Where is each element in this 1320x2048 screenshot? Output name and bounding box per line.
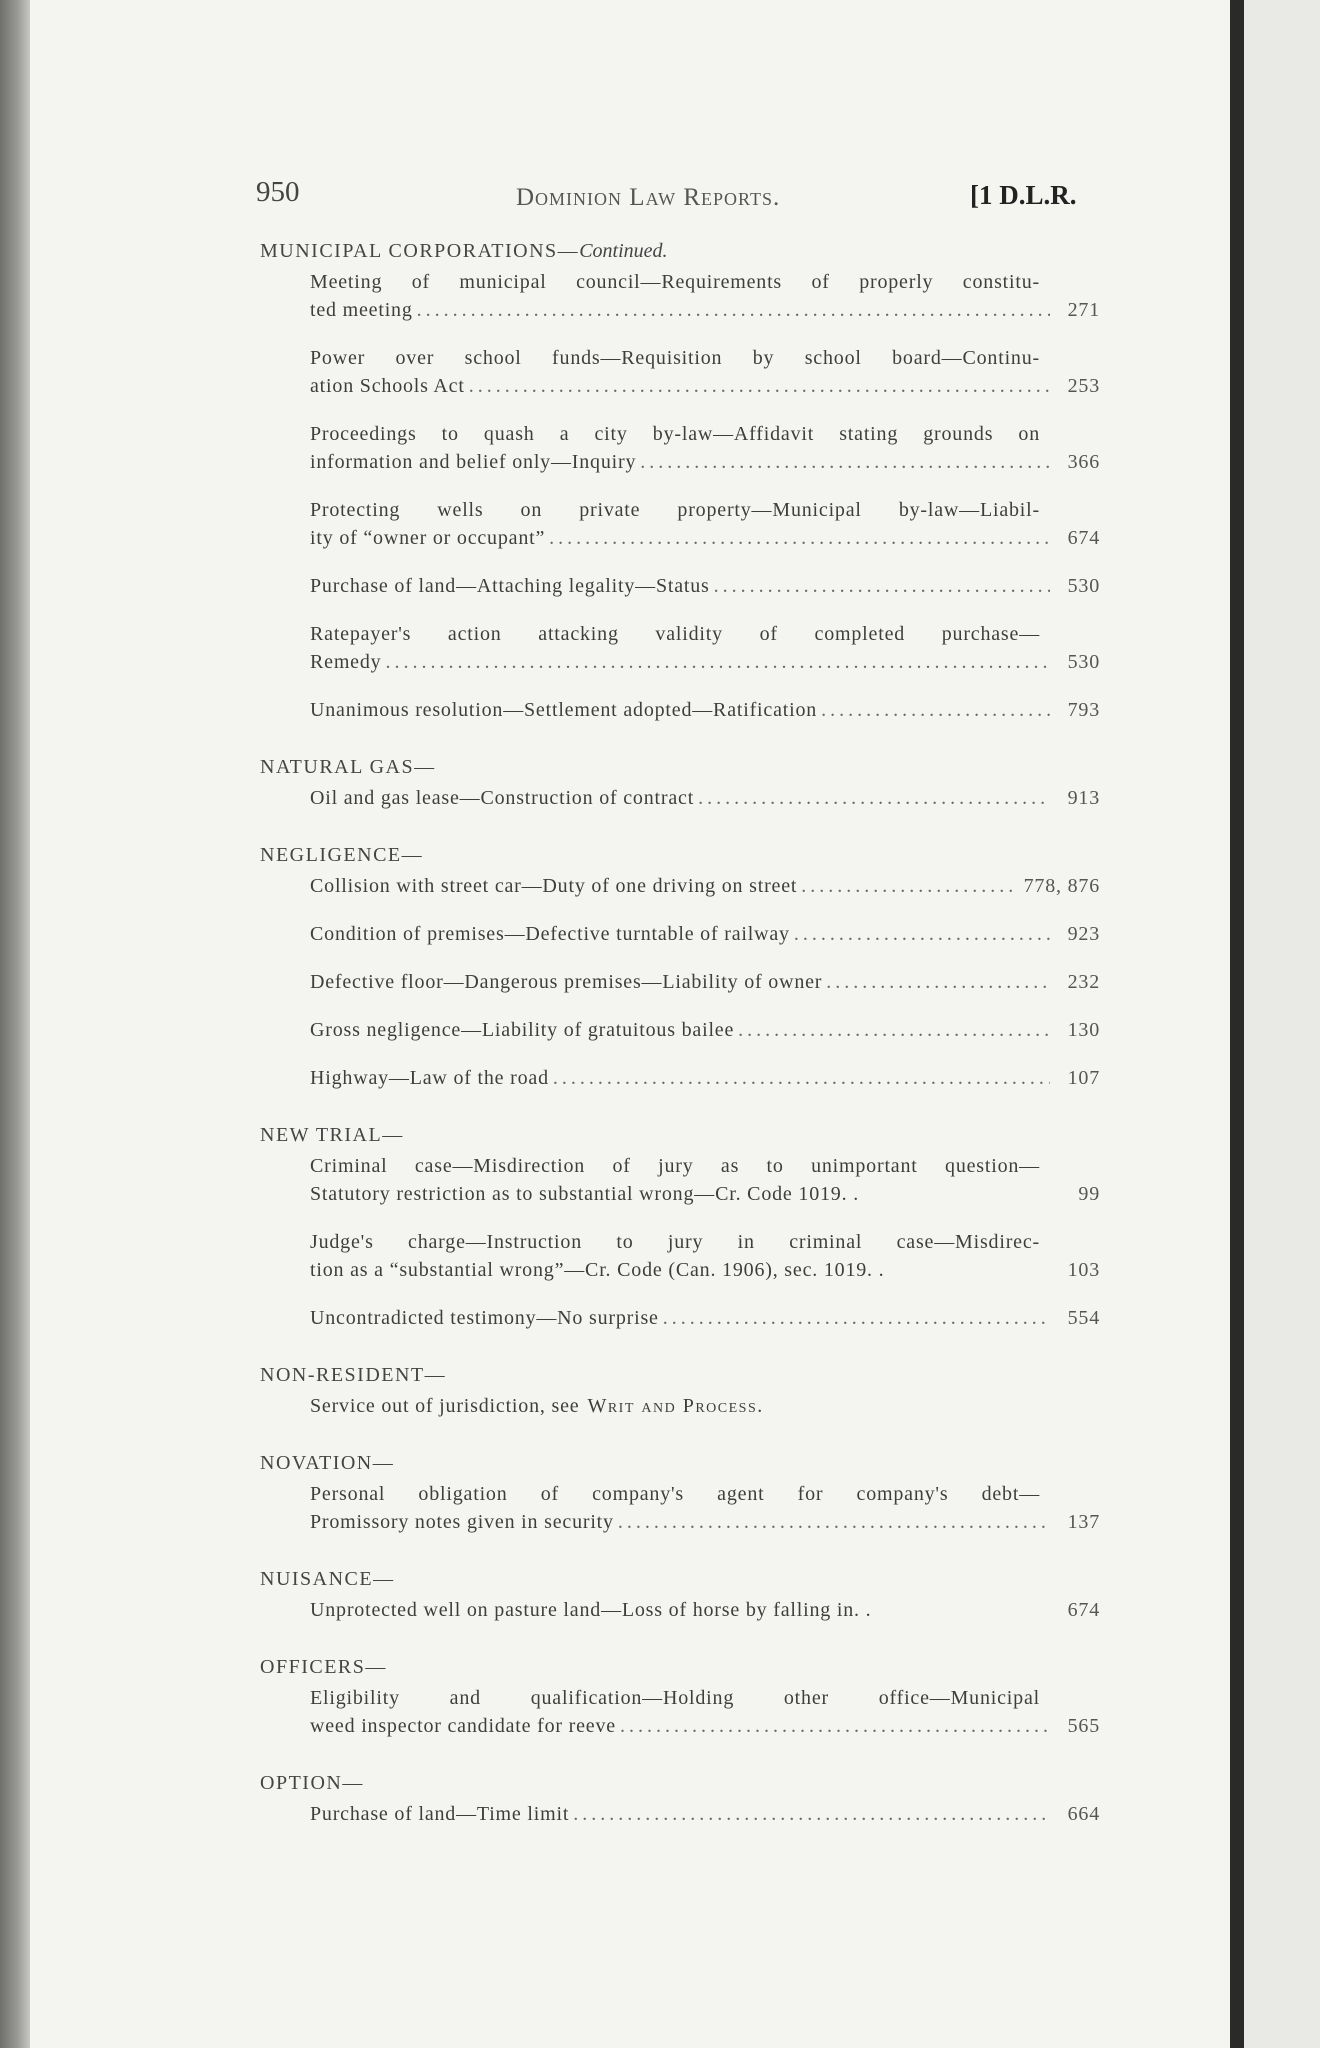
page-reference: 107 — [1067, 1067, 1100, 1089]
index-entry — [310, 420, 1100, 476]
book-gutter — [1230, 0, 1244, 2048]
index-entry — [310, 620, 1100, 676]
page-reference: 674 — [1067, 1599, 1100, 1621]
entry-text: Unprotected well on pasture land—Loss of horse by falling in. . — [310, 1599, 872, 1621]
dot-leader — [826, 968, 1050, 996]
entry-text: ity of “owner or occupant” — [310, 527, 546, 549]
entry-text-line: Eligibility and qualification—Holding other office—Municipal — [310, 1687, 1040, 1709]
dot-leader — [469, 372, 1050, 400]
entry-last-line — [310, 1064, 1100, 1092]
entry-last-line — [310, 1304, 1100, 1332]
dot-leader — [821, 696, 1050, 724]
page-reference: 554 — [1067, 1307, 1100, 1329]
entry-text-line: Protecting wells on private property—Municipal by-law—Liabil- — [310, 499, 1040, 521]
entry-last-line — [310, 1180, 1100, 1208]
entry-last-line — [310, 872, 1100, 900]
entry-last-line — [310, 1800, 1100, 1828]
page-reference: 923 — [1067, 923, 1100, 945]
index-heading — [260, 1770, 1100, 1796]
dot-leader — [385, 648, 1050, 676]
dot-leader — [714, 572, 1050, 600]
entry-text: Oil and gas lease—Construction of contract — [310, 787, 695, 809]
entry-last-line — [310, 1256, 1100, 1284]
index-entry — [310, 968, 1100, 996]
page-reference: 232 — [1067, 971, 1100, 993]
entry-last-line — [310, 696, 1100, 724]
continued-label: Continued. — [579, 240, 668, 262]
dot-leader — [618, 1508, 1050, 1536]
index-heading-text: NEGLIGENCE— — [260, 844, 424, 866]
index-entry — [310, 1392, 1100, 1420]
index-heading-text: NEW TRIAL— — [260, 1124, 404, 1146]
entry-text: Remedy — [310, 651, 382, 673]
index-entry — [310, 872, 1100, 900]
entry-last-line — [310, 524, 1100, 552]
entry-text: information and belief only—Inquiry — [310, 451, 637, 473]
entry-text-line: Judge's charge—Instruction to jury in criminal case—Misdirec- — [310, 1231, 1040, 1253]
index-entry — [310, 1684, 1100, 1740]
entry-text-line: Criminal case—Misdirection of jury as to unimportant question— — [310, 1155, 1040, 1177]
entry-last-line — [310, 968, 1100, 996]
entry-text: Defective floor—Dangerous premises—Liability of owner — [310, 971, 823, 993]
entry-last-line — [310, 448, 1100, 476]
page-reference: 253 — [1067, 375, 1100, 397]
entry-text-line: Personal obligation of company's agent for company's debt— — [310, 1483, 1040, 1505]
index-entry — [310, 1228, 1100, 1284]
entry-text: Uncontradicted testimony—No surprise — [310, 1307, 659, 1329]
index-entry — [310, 572, 1100, 600]
dot-leader — [417, 296, 1050, 324]
page-number: 950 — [256, 176, 300, 208]
page-reference: 664 — [1067, 1803, 1100, 1825]
page-reference: 99 — [1078, 1183, 1100, 1205]
entry-text: ted meeting — [310, 299, 413, 321]
index-entry — [310, 1480, 1100, 1536]
dot-leader — [801, 872, 1013, 900]
entry-text: Highway—Law of the road — [310, 1067, 549, 1089]
index-heading — [260, 238, 1100, 264]
entry-text: Purchase of land—Attaching legality—Status — [310, 575, 710, 597]
entry-text-line: Power over school funds—Requisition by school board—Continu- — [310, 347, 1040, 369]
page-reference: 565 — [1067, 1715, 1100, 1737]
entry-text: tion as a “substantial wrong”—Cr. Code (Can. 1906), sec. 1019. . — [310, 1259, 885, 1281]
entry-last-line — [310, 784, 1100, 812]
page-reference: 674 — [1067, 527, 1100, 549]
running-title: Dominion Law Reports. — [516, 184, 781, 211]
index-heading — [260, 754, 1100, 780]
page-reference: 530 — [1067, 575, 1100, 597]
index-heading-text: NUISANCE— — [260, 1568, 395, 1590]
page-reference: 130 — [1067, 1019, 1100, 1041]
index-entry — [310, 1064, 1100, 1092]
entry-last-line — [310, 372, 1100, 400]
entry-text: Promissory notes given in security — [310, 1511, 614, 1533]
index-entry — [310, 920, 1100, 948]
entry-last-line — [310, 1712, 1100, 1740]
scan-edge — [0, 0, 30, 2048]
facing-page-edge — [1244, 0, 1320, 2048]
index-entry — [310, 344, 1100, 400]
entry-text-line: Proceedings to quash a city by-law—Affidavit stating grounds on — [310, 423, 1040, 445]
dot-leader — [553, 1064, 1050, 1092]
entry-text: Gross negligence—Liability of gratuitous bailee — [310, 1019, 735, 1041]
page-reference: 913 — [1067, 787, 1100, 809]
entry-text: Unanimous resolution—Settlement adopted—Ratification — [310, 699, 818, 721]
dot-leader — [573, 1800, 1050, 1828]
dot-leader — [640, 448, 1050, 476]
volume-reference: [1 D.L.R. — [970, 180, 1077, 210]
entry-text: Statutory restriction as to substantial wrong—Cr. Code 1019. . — [310, 1183, 859, 1205]
index-heading — [260, 842, 1100, 868]
dot-leader — [794, 920, 1050, 948]
index-heading — [260, 1362, 1100, 1388]
index-entry — [310, 1304, 1100, 1332]
entry-last-line — [310, 1392, 1100, 1420]
entry-text: Service out of jurisdiction, see — [310, 1395, 580, 1417]
page-reference: 530 — [1067, 651, 1100, 673]
index-entry — [310, 784, 1100, 812]
dot-leader — [738, 1016, 1050, 1044]
entry-text: Collision with street car—Duty of one driving on street — [310, 875, 798, 897]
index-heading-text: OFFICERS— — [260, 1656, 387, 1678]
index-heading — [260, 1566, 1100, 1592]
entry-text: weed inspector candidate for reeve — [310, 1715, 616, 1737]
page-reference: 137 — [1067, 1511, 1100, 1533]
index-entry — [310, 496, 1100, 552]
entry-last-line — [310, 1016, 1100, 1044]
entry-text: Condition of premises—Defective turntable of railway — [310, 923, 790, 945]
entry-last-line — [310, 296, 1100, 324]
dot-leader — [698, 784, 1050, 812]
entry-text: ation Schools Act — [310, 375, 465, 397]
index-heading — [260, 1450, 1100, 1476]
index-entry — [310, 1800, 1100, 1828]
index-entry — [310, 1152, 1100, 1208]
page-reference: 103 — [1067, 1259, 1100, 1281]
entry-text-line: Ratepayer's action attacking validity of completed purchase— — [310, 623, 1040, 645]
index-body — [260, 238, 1100, 1848]
index-heading-text: MUNICIPAL CORPORATIONS— — [260, 240, 580, 262]
page-reference: 271 — [1067, 299, 1100, 321]
entry-last-line — [310, 648, 1100, 676]
index-heading — [260, 1122, 1100, 1148]
index-heading-text: OPTION— — [260, 1772, 364, 1794]
entry-last-line — [310, 920, 1100, 948]
page-reference: 366 — [1067, 451, 1100, 473]
entry-last-line — [310, 1596, 1100, 1624]
index-heading — [260, 1654, 1100, 1680]
dot-leader — [549, 524, 1050, 552]
entry-last-line — [310, 572, 1100, 600]
index-entry — [310, 696, 1100, 724]
index-entry — [310, 1016, 1100, 1044]
page-reference: 793 — [1067, 699, 1100, 721]
dot-leader — [620, 1712, 1050, 1740]
entry-text: Purchase of land—Time limit — [310, 1803, 570, 1825]
index-entry — [310, 1596, 1100, 1624]
entry-last-line — [310, 1508, 1100, 1536]
index-entry — [310, 268, 1100, 324]
index-heading-text: NATURAL GAS— — [260, 756, 436, 778]
index-heading-text: NOVATION— — [260, 1452, 395, 1474]
index-heading-text: NON-RESIDENT— — [260, 1364, 447, 1386]
entry-text-line: Meeting of municipal council—Requirements of properly constitu- — [310, 271, 1040, 293]
cross-reference: Writ and Process. — [587, 1395, 764, 1417]
dot-leader — [663, 1304, 1050, 1332]
page-reference: 778, 876 — [1023, 875, 1100, 897]
